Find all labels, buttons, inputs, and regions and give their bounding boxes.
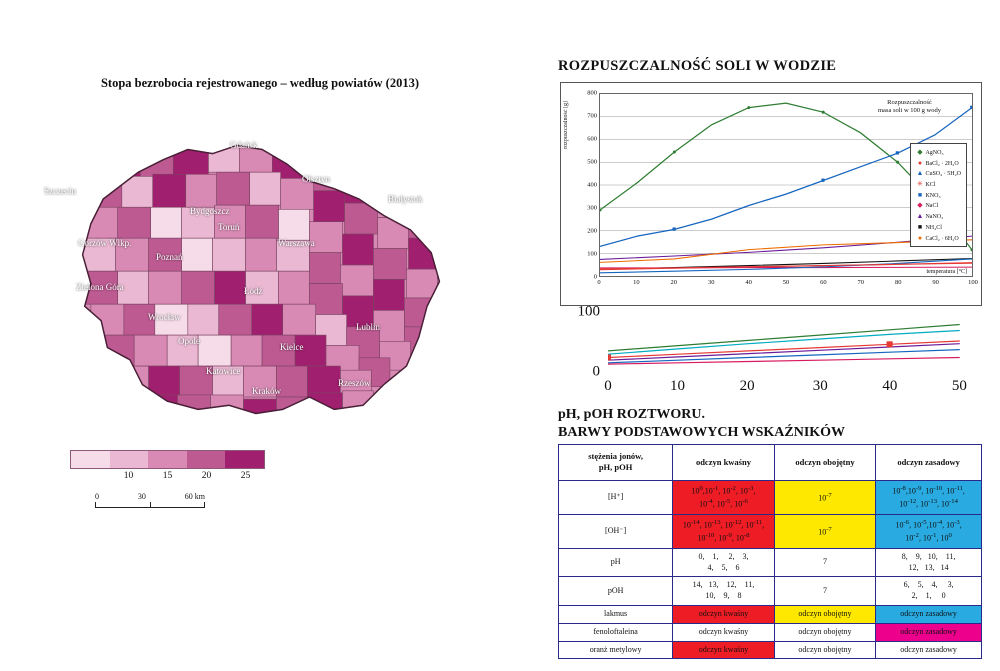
- cell-poh-acidic: 14, 13, 12, 11, 10, 9, 8: [673, 577, 775, 606]
- city-label-torun: Toruń: [218, 222, 240, 232]
- city-label-gdansk: Gdańsk: [230, 140, 258, 150]
- table-row: [559, 577, 982, 606]
- legend-label-bacl2: BaCl₂ · 2H₂O: [925, 160, 959, 167]
- table-row: [559, 548, 982, 577]
- city-label-katowice: Katowice: [206, 366, 241, 376]
- sol-ytick-600: 600: [587, 135, 597, 143]
- zoom-marker-40: [887, 341, 893, 347]
- legend-tick-25: 25: [240, 471, 251, 481]
- cell-oh-acidic: $10^{-14}$, $10^{-13}$, $10^{-12}$, $10^{-11}$, $10^{-10}$, $10^{-9}$, $10^{-8}$: [673, 514, 775, 548]
- legend-label-kno3: KNO₃: [925, 192, 941, 199]
- cell-lakmus-basic: odczyn zasadowy: [876, 605, 982, 623]
- sol-xtick-100: 100: [968, 279, 978, 286]
- city-label-poznan: Poznań: [156, 252, 183, 262]
- ph-title-line1: pH, pOH ROZTWORU.: [558, 407, 706, 422]
- header-neutral: odczyn obojętny: [774, 445, 876, 481]
- ph-table-head: [559, 445, 982, 481]
- zoom-series-cyan: [608, 331, 960, 355]
- solubility-y-axis-label: rozpuszczalność [g]: [563, 101, 569, 149]
- zoom-marker-start: [608, 355, 611, 361]
- city-label-lodz: Łódź: [244, 286, 263, 296]
- zoom-xtick-10: 10: [670, 378, 686, 394]
- cell-poh-basic: 6, 5, 4, 3, 2, 1, 0: [876, 577, 982, 606]
- scalebar-label-30: 30: [137, 492, 146, 501]
- cell-oranz-basic: odczyn zasadowy: [876, 641, 982, 659]
- cell-poh-neutral: 7: [774, 577, 876, 606]
- table-row: [559, 480, 982, 514]
- city-label-kielce: Kielce: [280, 342, 304, 352]
- city-label-opole: Opole: [178, 336, 200, 346]
- sol-xtick-20: 20: [670, 279, 678, 286]
- map-scalebar: [95, 492, 205, 508]
- sol-xtick-90: 90: [932, 279, 939, 286]
- header-basic: odczyn zasadowy: [876, 445, 982, 481]
- solubility-y-ticks: [575, 89, 599, 281]
- legend-ticks: [70, 471, 265, 481]
- sol-xtick-30: 30: [707, 279, 715, 286]
- row-label-lakmus: lakmus: [559, 605, 673, 623]
- sol-ytick-800: 800: [587, 89, 597, 97]
- city-label-warszawa: Warszawa: [278, 238, 315, 248]
- city-label-lublin: Lublin: [356, 322, 380, 332]
- scalebar-label-60: 60 km: [184, 492, 205, 501]
- cell-h-basic: $10^{-8},10^{-9}$, $10^{-10}$, $10^{-11}$, $10^{-12}$, $10^{-13}$, $10^{-14}$: [876, 480, 982, 514]
- sol-ytick-700: 700: [587, 112, 597, 120]
- zoom-xtick-20: 20: [739, 378, 755, 394]
- legend-swatch-3: [148, 451, 187, 468]
- sol-xtick-0: 0: [597, 279, 601, 286]
- cell-ph-basic: 8, 9, 10, 11, 12, 13, 14: [876, 548, 982, 577]
- row-label-oh: [OH⁻]: [559, 514, 673, 548]
- cell-fenol-acidic: odczyn kwaśny: [673, 623, 775, 641]
- legend-entry-cacl2: ● CaCl₂ · 6H₂O: [917, 233, 959, 242]
- sol-xtick-70: 70: [857, 279, 865, 286]
- legend-tick-10: 10: [123, 471, 134, 481]
- cell-ph-neutral: 7: [774, 548, 876, 577]
- right-panel: [520, 0, 1000, 671]
- zoom-xtick-50: 50: [951, 378, 967, 394]
- table-header-row: [559, 445, 982, 481]
- zoom-plot-svg: [608, 310, 974, 376]
- solubility-x-axis-label: temperatura [°C]: [926, 269, 967, 275]
- solubility-title: ROZPUSZCZALNOŚĆ SOLI W WODZIE: [558, 58, 837, 74]
- legend-swatch-4: [187, 451, 226, 468]
- map-legend: [70, 450, 265, 481]
- legend-label-kcl: KCl: [925, 182, 936, 189]
- sol-ytick-500: 500: [587, 158, 597, 166]
- table-row: [559, 641, 982, 659]
- cell-fenol-neutral: odczyn obojętny: [774, 623, 876, 641]
- city-label-bialystok: Białystok: [388, 194, 423, 204]
- city-label-bydgoszcz: Bydgoszcz: [190, 206, 230, 216]
- zoom-y-ticks: [560, 303, 604, 380]
- ph-table-body: [559, 480, 982, 658]
- legend-entry-kcl: ✳ KCl: [917, 180, 936, 189]
- zoom-xtick-30: 30: [812, 378, 828, 394]
- city-label-gorzow: Gorzów Wlkp.: [78, 238, 132, 248]
- table-row: [559, 623, 982, 641]
- poland-choropleth-map[interactable]: [30, 100, 490, 430]
- legend-entry-bacl2: ● BaCl₂ · 2H₂O: [917, 158, 959, 167]
- legend-entry-agno3: ◆ AgNO₃: [917, 148, 944, 156]
- legend-entry-nano3: ▲ NaNO₃: [916, 212, 944, 221]
- city-label-wroclaw: Wrocław: [148, 312, 181, 322]
- legend-entry-cuso4: ▲ CuSO₄ · 5H₂O: [916, 169, 961, 178]
- scalebar-line: [95, 502, 205, 508]
- sol-xtick-60: 60: [820, 279, 827, 286]
- legend-swatch-2: [110, 451, 149, 468]
- solubility-x-ticks: [597, 279, 978, 291]
- solubility-legend: [910, 143, 967, 247]
- city-label-rzeszow: Rzeszów: [338, 378, 371, 388]
- zoom-ytick-100: 100: [577, 303, 600, 320]
- cell-lakmus-acidic: odczyn kwaśny: [673, 605, 775, 623]
- solubility-box-label: Rozpuszczalność masa soli w 100 g wody: [877, 99, 941, 115]
- legend-label-cacl2: CaCl₂ · 6H₂O: [925, 235, 959, 242]
- sol-xtick-50: 50: [782, 279, 790, 286]
- sol-xtick-40: 40: [745, 279, 752, 286]
- legend-swatch-1: [71, 451, 110, 468]
- city-label-zielonagora: Zielona Góra: [76, 282, 124, 292]
- legend-label-nacl: NaCl: [925, 203, 939, 210]
- legend-entry-nacl: ◆ NaCl: [917, 201, 939, 210]
- city-label-krakow: Kraków: [252, 386, 281, 396]
- sol-ytick-0: 0: [593, 273, 597, 281]
- legend-swatch-5: [225, 451, 264, 468]
- sol-ytick-100: 100: [587, 250, 597, 258]
- row-label-oranz: oranż metylowy: [559, 641, 673, 659]
- sol-xtick-10: 10: [633, 279, 640, 286]
- cell-oranz-acidic: odczyn kwaśny: [673, 641, 775, 659]
- legend-label-cuso4: CuSO₄ · 5H₂O: [925, 171, 961, 178]
- row-label-fenoloftaleina: fenoloftaleina: [559, 623, 673, 641]
- zoom-x-ticks: [604, 378, 974, 400]
- cell-ph-acidic: 0, 1, 2, 3, 4, 5, 6: [673, 548, 775, 577]
- cell-lakmus-neutral: odczyn obojętny: [774, 605, 876, 623]
- zoom-xtick-40: 40: [882, 378, 898, 394]
- zoom-xtick-0: 0: [604, 378, 612, 394]
- legend-tick-20: 20: [201, 471, 212, 481]
- legend-entry-nh4cl: ■ NH₄Cl: [917, 222, 942, 231]
- row-label-ph: pH: [559, 548, 673, 577]
- table-row: [559, 605, 982, 623]
- sol-ytick-400: 400: [587, 181, 597, 189]
- cell-h-acidic: $10^0,10^{-1}$, $10^{-2}$, $10^{-3}$, $10^{-4}$, $10^{-5}$, $10^{-6}$: [673, 480, 775, 514]
- solubility-zoom-chart[interactable]: [560, 303, 980, 400]
- zoom-plot-area: [608, 310, 974, 376]
- header-ions: stężenia jonów, pH, pOH: [559, 445, 673, 481]
- cell-oh-basic: $10^{-6}$, $10^{-5},10^{-4}$, $10^{-3}$, $10^{-2}$, $10^{-1}$, $10^0$: [876, 514, 982, 548]
- legend-color-bar: [70, 450, 265, 469]
- scalebar-label-0: 0: [95, 492, 99, 501]
- ph-table-title: [558, 406, 845, 441]
- row-label-poh: pOH: [559, 577, 673, 606]
- zoom-ytick-0: 0: [592, 363, 600, 380]
- map-districts: [83, 141, 438, 424]
- legend-tick-15: 15: [162, 471, 173, 481]
- sol-ytick-200: 200: [587, 227, 597, 235]
- sol-xtick-80: 80: [894, 279, 902, 286]
- ph-title-line2: BARWY PODSTAWOWYCH WSKAŹNIKÓW: [558, 424, 846, 440]
- map-title: Stopa bezrobocia rejestrowanego – według powiatów (2013): [100, 76, 420, 90]
- sol-ytick-300: 300: [587, 204, 597, 212]
- legend-entry-kno3: ■ KNO₃: [917, 190, 941, 199]
- row-label-h: [H⁺]: [559, 480, 673, 514]
- cell-oranz-neutral: odczyn obojętny: [774, 641, 876, 659]
- cell-fenol-basic: odczyn zasadowy: [876, 623, 982, 641]
- legend-label-nano3: NaNO₃: [925, 214, 944, 221]
- legend-label-nh4cl: NH₄Cl: [925, 224, 942, 231]
- cell-oh-neutral: $10^{-7}$: [774, 514, 876, 548]
- ph-table: [558, 444, 982, 659]
- city-label-szczecin: Szczecin: [44, 186, 76, 196]
- city-label-olsztyn: Olsztyn: [302, 174, 330, 184]
- table-row: [559, 514, 982, 548]
- map-svg: [30, 100, 490, 430]
- zoom-series-red: [608, 341, 960, 358]
- legend-label-agno3: AgNO₃: [925, 150, 944, 156]
- scalebar-labels: [95, 492, 205, 501]
- cell-h-neutral: $10^{-7}$: [774, 480, 876, 514]
- zoom-series-green: [608, 325, 960, 351]
- solubility-chart[interactable]: [560, 82, 982, 306]
- header-acidic: odczyn kwaśny: [673, 445, 775, 481]
